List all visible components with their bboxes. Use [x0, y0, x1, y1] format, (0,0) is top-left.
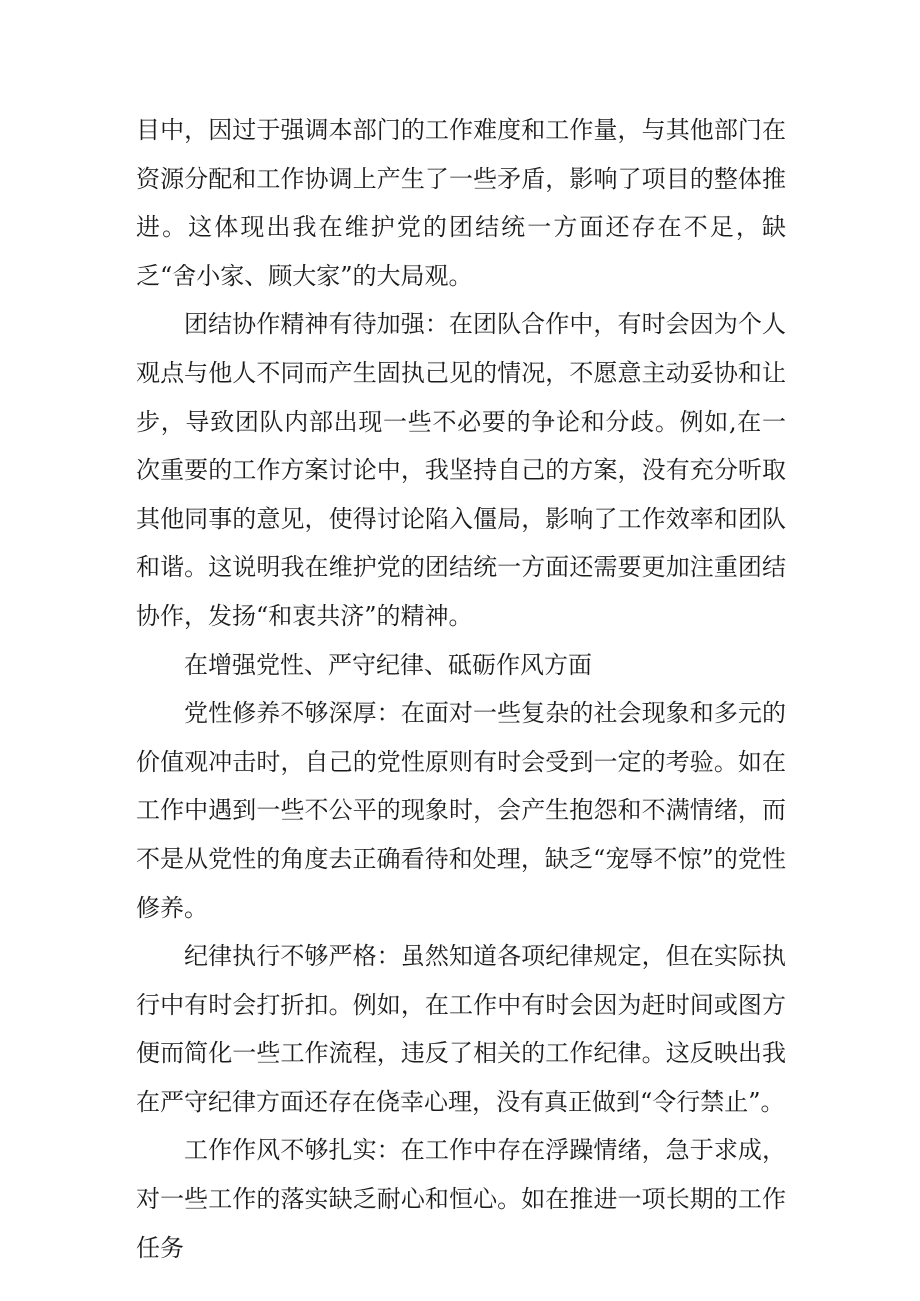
paragraph-work-style: 工作作风不够扎实：在工作中存在浮躁情绪，急于求成，对一些工作的落实缺乏耐心和恒心。如在推进一项长期的工作任务: [136, 1136, 786, 1262]
document-body: [136, 106, 786, 1272]
paragraph-teamwork: 团结协作精神有待加强：在团队合作中，有时会因为个人观点与他人不同而产生固执己见的情况，不愿意主动妥协和让步，导致团队内部出现一些不必要的争论和分歧。例如,在一次重要的工作方案讨论中，我坚持自己的方案，没有充分听取其他同事的意见，使得讨论陷入僵局，影响了工作效率和团队和谐。这说明我在维护党的团结统一方面还需要更加注重团结协作，发扬“和衷共济”的精神。: [136, 310, 786, 630]
paragraph-continuation: 目中，因过于强调本部门的工作难度和工作量，与其他部门在资源分配和工作协调上产生了一些矛盾，影响了项目的整体推进。这体现出我在维护党的团结统一方面还存在不足，缺乏“舍小家、顾大家”的大局观。: [136, 116, 786, 290]
section-heading: 在增强党性、严守纪律、砥砺作风方面: [184, 650, 592, 679]
paragraph-discipline: 纪律执行不够严格：虽然知道各项纪律规定，但在实际执行中有时会打折扣。例如，在工作中有时会因为赶时间或图方便而简化一些工作流程，违反了相关的工作纪律。这反映出我在严守纪律方面还存在侥幸心理，没有真正做到“令行禁止”。: [136, 942, 786, 1116]
paragraph-party-spirit: 党性修养不够深厚：在面对一些复杂的社会现象和多元的价值观冲击时，自己的党性原则有时会受到一定的考验。如在工作中遇到一些不公平的现象时，会产生抱怨和不满情绪，而不是从党性的角度去正确看待和处理，缺乏“宠辱不惊”的党性修养。: [136, 699, 786, 922]
